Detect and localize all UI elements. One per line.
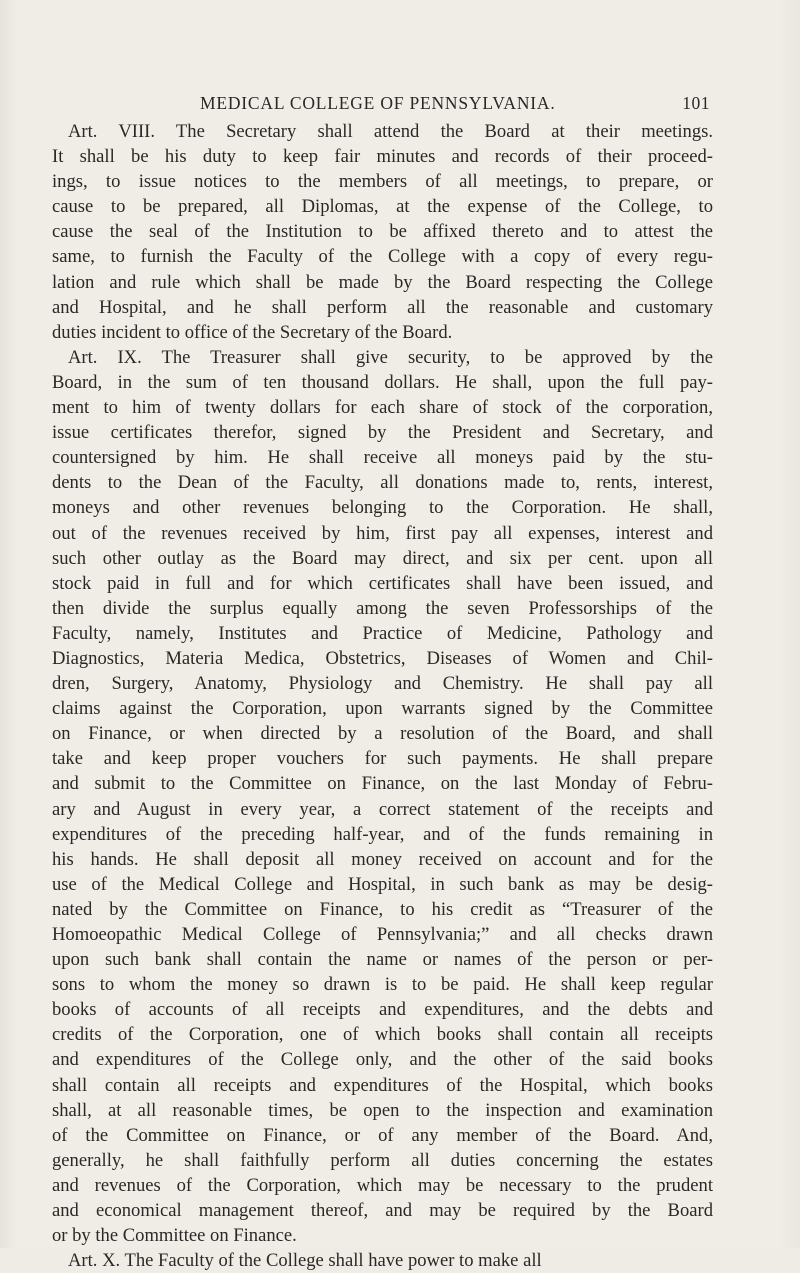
page-header-title: MEDICAL COLLEGE OF PENNSYLVANIA.: [200, 93, 556, 113]
text-line: It shall be his duty to keep fair minutes and records of their proceed-: [52, 146, 713, 168]
text-line: issue certificates therefor, signed by the President and Secretary, and: [52, 422, 713, 444]
text-line: Art. VIII. The Secretary shall attend the Board at their meetings.: [68, 121, 713, 142]
text-line: Faculty, namely, Institutes and Practice of Medicine, Pathology and: [52, 622, 713, 644]
text-line: dren, Surgery, Anatomy, Physiology and Chemistry. He shall pay all: [52, 673, 713, 695]
text-line: same, to furnish the Faculty of the College with a copy of every regu-: [52, 246, 713, 268]
text-line: use of the Medical College and Hospital, in such bank as may be desig-: [52, 873, 713, 895]
text-line: ment to him of twenty dollars for each share of stock of the corporation,: [52, 397, 713, 419]
text-line: duties incident to office of the Secretary of the Board.: [52, 321, 453, 343]
text-line: shall, at all reasonable times, be open to the inspection and examination: [52, 1099, 713, 1121]
text-line: and Hospital, and he shall perform all the reasonable and customary: [52, 296, 713, 318]
text-line: Art. IX. The Treasurer shall give security, to be approved by the: [68, 346, 713, 368]
text-line: stock paid in full and for which certificates shall have been issued, and: [52, 572, 713, 594]
text-line: cause the seal of the Institution to be affixed thereto and to attest the: [52, 221, 713, 243]
text-line: take and keep proper vouchers for such payments. He shall prepare: [52, 748, 713, 770]
text-line: of the Committee on Finance, or of any member of the Board. And,: [52, 1124, 713, 1146]
text-line: books of accounts of all receipts and expenditures, and the debts and: [52, 999, 713, 1021]
text-line: expenditures of the preceding half-year, and of the funds remaining in: [52, 823, 713, 845]
text-line: moneys and other revenues belonging to the Corporation. He shall,: [52, 497, 713, 519]
text-line: ings, to issue notices to the members of all meetings, to prepare, or: [52, 171, 713, 193]
text-line: cause to be prepared, all Diplomas, at the expense of the College, to: [52, 196, 713, 218]
text-line: Homoeopathic Medical College of Pennsylvania;” and all checks drawn: [52, 924, 713, 945]
text-line: sons to whom the money so drawn is to be paid. He shall keep regular: [52, 974, 713, 996]
text-line: his hands. He shall deposit all money received on account and for the: [52, 848, 713, 870]
text-line: countersigned by him. He shall receive all moneys paid by the stu-: [52, 447, 713, 469]
text-line: and expenditures of the College only, and the other of the said books: [52, 1049, 713, 1071]
text-line: upon such bank shall contain the name or names of the person or per-: [52, 949, 713, 971]
running-header: [200, 93, 710, 115]
text-line: such other outlay as the Board may direct, and six per cent. upon all: [52, 547, 713, 569]
text-line: out of the revenues received by him, first pay all expenses, interest and: [52, 522, 713, 544]
text-line: and submit to the Committee on Finance, on the last Monday of Febru-: [52, 773, 713, 795]
text-line: Diagnostics, Materia Medica, Obstetrics, Diseases of Women and Chil-: [52, 647, 713, 669]
text-line: generally, he shall faithfully perform all duties concerning the estates: [52, 1149, 713, 1171]
text-line: Board, in the sum of ten thousand dollars. He shall, upon the full pay-: [52, 371, 713, 393]
body-text: [52, 119, 713, 1273]
text-line: nated by the Committee on Finance, to his credit as “Treasurer of the: [52, 898, 713, 920]
text-line: then divide the surplus equally among the seven Professorships of the: [52, 597, 713, 619]
text-line: ary and August in every year, a correct statement of the receipts and: [52, 798, 713, 820]
text-line: dents to the Dean of the Faculty, all donations made to, rents, interest,: [52, 472, 713, 494]
text-line: credits of the Corporation, one of which books shall contain all receipts: [52, 1024, 713, 1046]
text-line: claims against the Corporation, upon warrants signed by the Committee: [52, 698, 713, 720]
page-number: 101: [682, 93, 710, 113]
text-line: and revenues of the Corporation, which may be necessary to the prudent: [52, 1174, 713, 1196]
text-line: or by the Committee on Finance.: [52, 1225, 297, 1247]
text-line: on Finance, or when directed by a resolution of the Board, and shall: [52, 723, 713, 745]
text-line: lation and rule which shall be made by the Board respecting the College: [52, 271, 713, 293]
text-line: shall contain all receipts and expenditures of the Hospital, which books: [52, 1074, 713, 1096]
text-line: Art. X. The Faculty of the College shall have power to make all: [68, 1250, 542, 1272]
text-line: and economical management thereof, and may be required by the Board: [52, 1200, 713, 1222]
